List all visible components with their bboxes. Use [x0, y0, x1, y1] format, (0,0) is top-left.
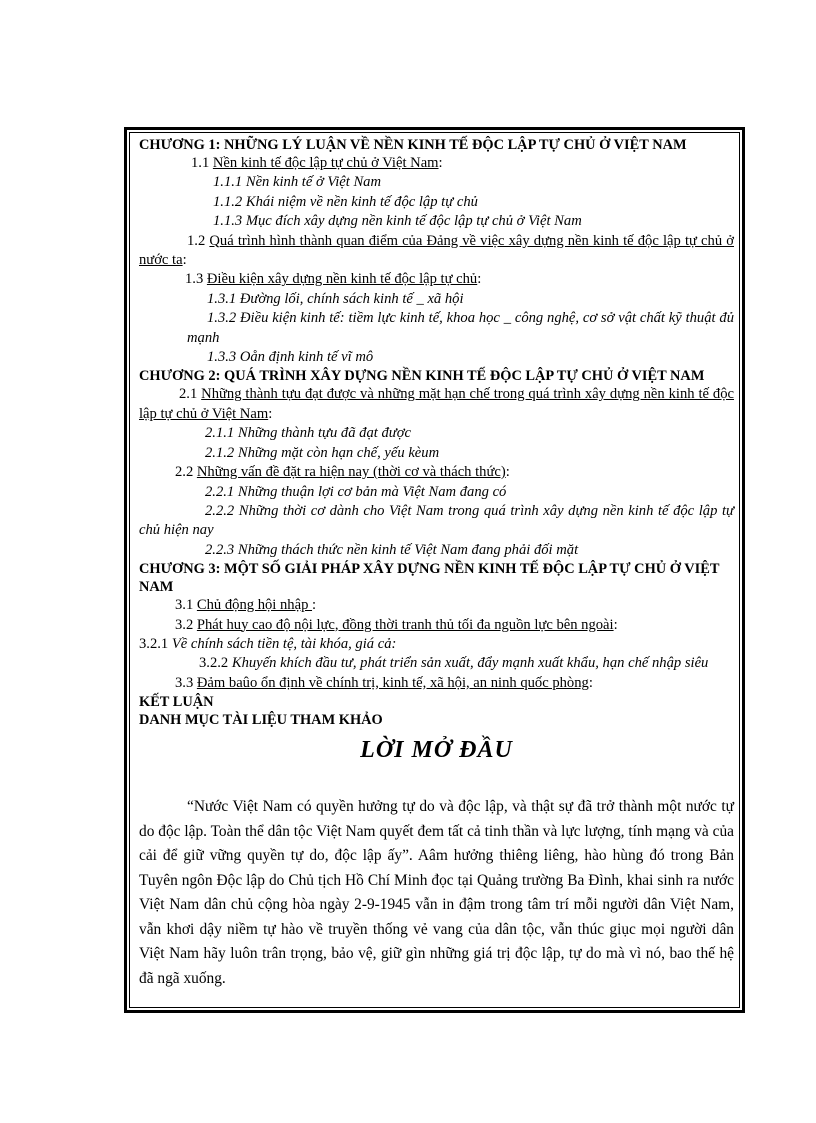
toc-subsection: 2.1.2 Những mặt còn hạn chế, yếu kèum — [205, 444, 440, 461]
toc-subsection — [139, 502, 734, 541]
section-number: 1.1 — [191, 155, 213, 171]
toc-subsection: 2.1.1 Những thành tựu đã đạt được — [205, 425, 411, 442]
toc-section — [139, 154, 734, 173]
section-number: 1.3 — [185, 271, 207, 288]
toc-subsection: 1.3.1 Đường lối, chính sách kinh tế _ xã hội — [207, 290, 464, 307]
toc-subsection: 1.1.3 Mục đích xây dựng nền kinh tế độc lập tự chủ ở Việt Nam — [213, 213, 582, 230]
section-number: 3.3 — [175, 674, 197, 691]
subsection-title: 1.3.2 Điều kiện kinh tế: tiềm lực kinh tế, khoa học _ công nghệ, cơ sở vật chất kỹ thuật đủ mạnh — [187, 310, 734, 346]
section-number: 2.2 — [175, 464, 197, 481]
colon: : — [438, 155, 443, 171]
subsection-number: 3.2.1 — [139, 635, 172, 652]
intro-paragraph: “Nước Việt Nam có quyền hưởng tự do và độc lập, và thật sự đã trở thành một nước tự do độc lập. Toàn thể dân tộc Việt Nam quyết đem tất cả tinh thần và lực lượng, tính mạng và của cải để giữ vững quyền tự do, độc lập ấy”. Aâm hưởng thiêng liêng, hào hùng đó trong Bản Tuyên ngôn Độc lập do Chủ tịch Hồ Chí Minh đọc tại Quảng trường Ba Đình, khai sinh ra nước Việt Nam dân chủ cộng hòa ngày 2-9-1945 vẫn in đậm trong tâm trí mỗi người dân Việt Nam, vẫn khơi dậy niềm tự hào về truyền thống vẻ vang của dân tộc, vẫn thúc giục mọi người dân Việt Nam hãy luôn trân trọng, bảo vệ, giữ gìn những giá trị độc lập, tự do mà vì nó, bao thế hệ đã ngã xuống. — [139, 798, 734, 987]
chapter-heading: CHƯƠNG 2: QUÁ TRÌNH XÂY DỰNG NỀN KINH TẾ ĐỘC LẬP TỰ CHỦ Ở VIỆT NAM — [139, 368, 705, 385]
colon: : — [505, 464, 510, 481]
toc-heading: KẾT LUẬN — [139, 694, 214, 711]
subsection-title: 2.2.2 Những thời cơ dành cho Việt Nam trong quá trình xây dựng nền kinh tế độc lập tự chủ hiện nay — [139, 502, 734, 539]
section-number: 3.2 — [175, 616, 197, 633]
colon: : — [312, 597, 317, 614]
subsection-title: Về chính sách tiền tệ, tài khóa, giá cả: — [171, 635, 397, 652]
toc-section — [139, 270, 734, 289]
section-number: 1.2 — [187, 232, 210, 249]
section-title: Điều kiện xây dựng nền kinh tế độc lập tự chủ — [206, 271, 478, 288]
toc-heading: DANH MỤC TÀI LIỆU THAM KHẢO — [139, 712, 383, 729]
subsection-number: 3.2.2 — [199, 655, 232, 672]
toc-subsection: 2.2.1 Những thuận lợi cơ bản mà Việt Nam đang có — [205, 483, 507, 500]
toc-subsection — [139, 635, 734, 654]
section-number: 3.1 — [175, 597, 197, 614]
colon: : — [613, 616, 618, 633]
document-content — [139, 136, 734, 991]
colon: : — [477, 271, 482, 288]
toc-subsection: 1.3.3 Oån định kinh tế vĩ mô — [207, 349, 374, 366]
toc-subsection: 2.2.3 Những thách thức nền kinh tế Việt Nam đang phải đối mặt — [205, 541, 579, 558]
section-title: Quá trình hình thành quan điểm của Đảng về việc xây dựng nền kinh tế độc lập tự chủ ở nước ta — [139, 232, 734, 269]
toc-subsection: 1.1.2 Khái niệm về nền kinh tế độc lập tự chủ — [213, 193, 478, 210]
section-title: Những vấn đề đặt ra hiện nay (thời cơ và thách thức) — [196, 464, 506, 481]
toc-section — [139, 616, 734, 635]
toc-section — [139, 385, 734, 424]
toc-section — [139, 596, 734, 615]
section-title: Những thành tựu đạt được và những mặt hạn chế trong quá trình xây dựng nền kinh tế độc lập tự chủ ở Việt Nam — [139, 386, 735, 422]
colon: : — [182, 252, 187, 269]
toc-subsection: 1.1.1 Nền kinh tế ở Việt Nam — [213, 174, 382, 191]
section-title: Chủ động hội nhập — [196, 597, 313, 614]
table-of-contents — [139, 136, 734, 729]
chapter-heading: CHƯƠNG 1: NHỮNG LÝ LUẬN VỀ NỀN KINH TẾ ĐỘC LẬP TỰ CHỦ Ở VIỆT NAM — [139, 137, 687, 153]
section-title: Nền kinh tế độc lập tự chủ ở Việt Nam — [212, 155, 439, 171]
toc-section — [139, 674, 734, 693]
colon: : — [268, 405, 273, 422]
subsection-title: Khuyến khích đầu tư, phát triển sản xuất, đẩy mạnh xuất khẩu, hạn chế nhập siêu — [231, 655, 709, 672]
section-title: Đảm baûo ổn định về chính trị, kinh tế, xã hội, an ninh quốc phòng — [196, 674, 589, 691]
toc-section — [139, 232, 734, 271]
document-frame — [124, 127, 745, 1013]
toc-section — [139, 463, 734, 482]
section-title: Phát huy cao độ nội lực, đồng thời tranh thủ tối đa nguồn lực bên ngoài — [196, 616, 614, 633]
chapter-heading: CHƯƠNG 3: MỘT SỐ GIẢI PHÁP XÂY DỰNG NỀN KINH TẾ ĐỘC LẬP TỰ CHỦ Ở VIỆT NAM — [139, 561, 720, 596]
colon: : — [588, 674, 593, 691]
section-title: LỜI MỞ ĐẦU — [360, 737, 513, 764]
toc-subsection — [139, 654, 734, 673]
section-number: 2.1 — [179, 386, 202, 403]
toc-subsection — [139, 309, 734, 348]
